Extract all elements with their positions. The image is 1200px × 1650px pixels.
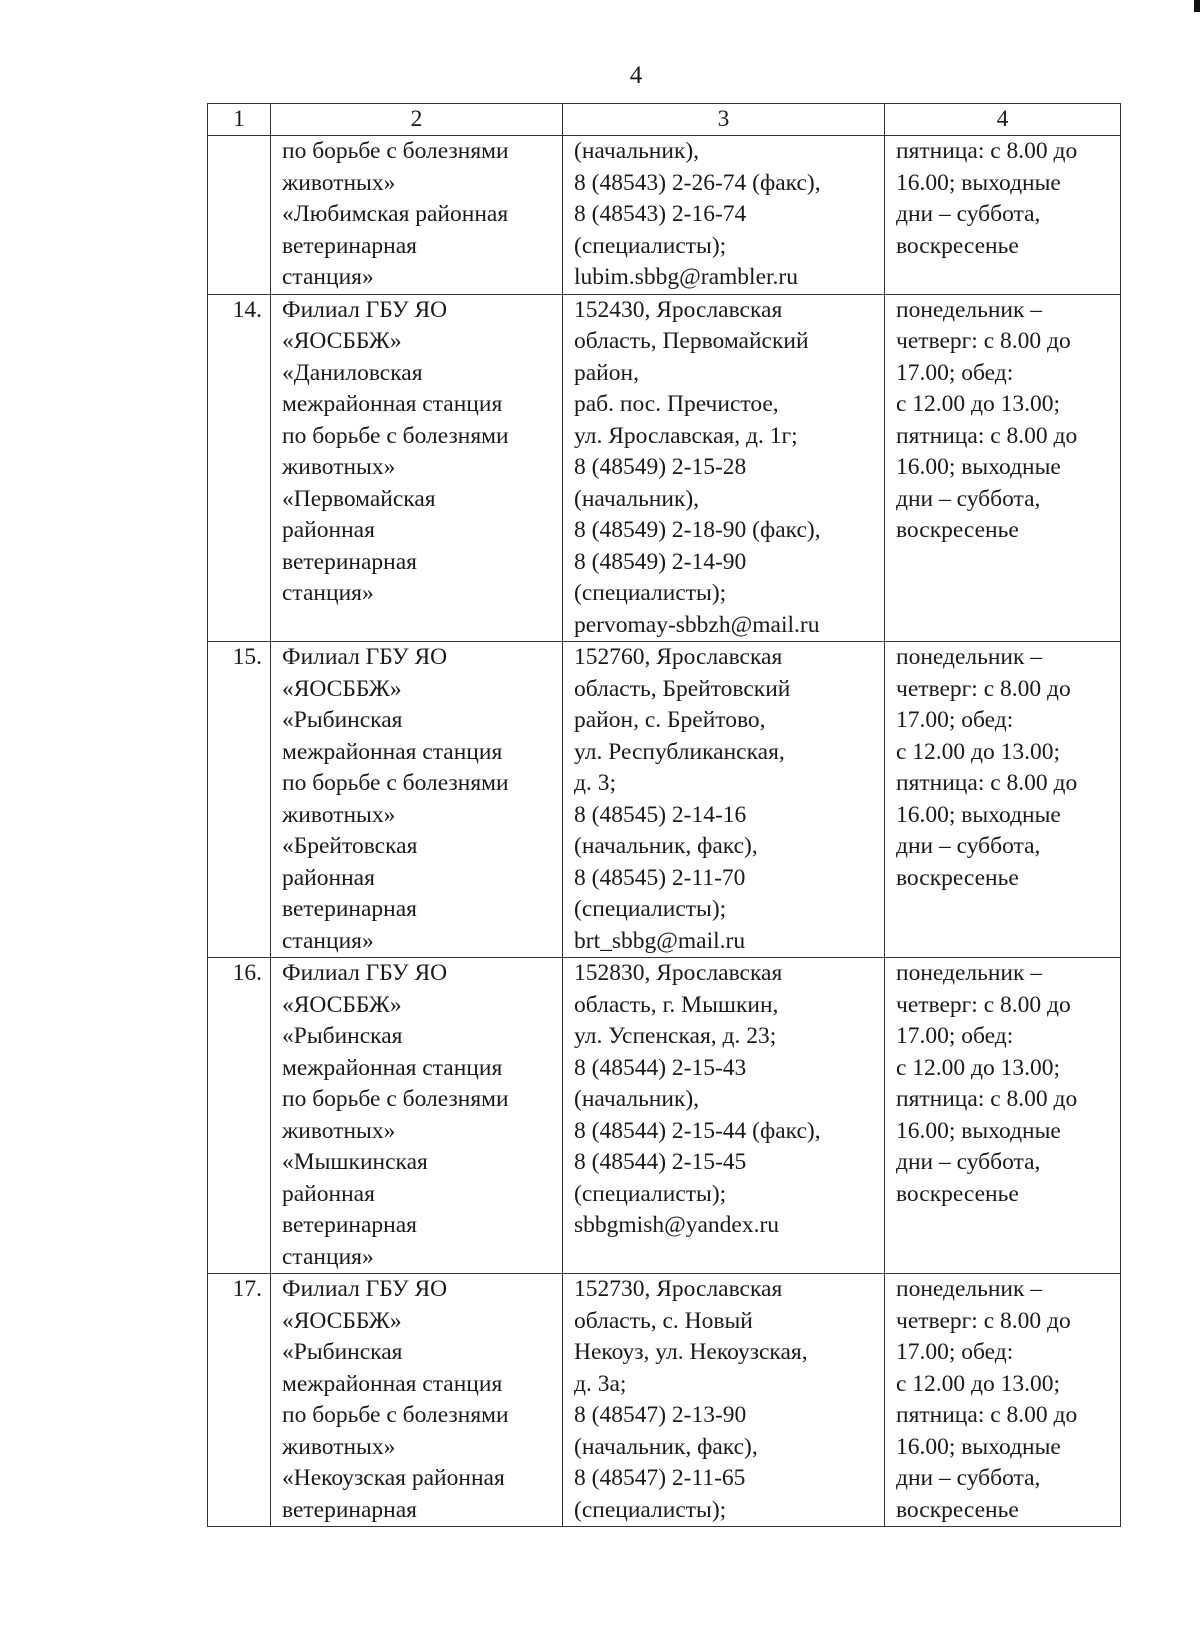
address-contacts-line: 8 (48545) 2-11-70 [574, 864, 746, 891]
address-contacts-line: 152730, Ярославская [574, 1276, 783, 1302]
address-contacts-line: 8 (48549) 2-15-28 [574, 454, 747, 480]
branch-name-line: межрайонная станция [282, 391, 503, 417]
working-hours-line: пятница: с 8.00 до [896, 1402, 1078, 1428]
address-contacts-line: brt_sbbg@mail.ru [574, 927, 746, 954]
row-number-cell: 14. [208, 294, 271, 642]
table-row [208, 642, 1121, 958]
working-hours-line: 16.00; выходные [896, 801, 1061, 828]
working-hours-line: с 12.00 до 13.00; [896, 1054, 1061, 1081]
address-contacts-line: lubim.sbbg@rambler.ru [574, 264, 798, 290]
branch-name-line: по борьбе с болезнями [282, 138, 509, 164]
address-contacts-line: 8 (48544) 2-15-45 [574, 1149, 747, 1175]
address-contacts-cell [563, 294, 885, 642]
branch-name-line: «Мышкинская [282, 1149, 428, 1175]
address-contacts-line: ул. Республиканская, [574, 738, 785, 765]
row-number-cell: 16. [208, 958, 271, 1274]
working-hours-line: пятница: с 8.00 до [896, 770, 1078, 796]
address-contacts-line: 8 (48543) 2-16-74 [574, 201, 747, 227]
scan-edge-mark [1194, 0, 1200, 12]
branch-name-line: ветеринарная [282, 1496, 417, 1523]
address-contacts-line: 152830, Ярославская [574, 960, 783, 986]
address-contacts-line: 8 (48549) 2-14-90 [574, 548, 747, 575]
branch-name-line: «ЯОСББЖ» [282, 1307, 402, 1334]
working-hours-line: 16.00; выходные [896, 1433, 1061, 1460]
branch-name-line: станция» [282, 927, 374, 954]
branch-name-line: «Рыбинская [282, 1339, 403, 1365]
address-contacts-line: район, [574, 359, 639, 386]
address-contacts-cell [563, 642, 885, 958]
branch-name-line: по борьбе с болезнями [282, 422, 509, 449]
working-hours-line: дни – суббота, [896, 1465, 1041, 1491]
address-contacts-line: область, Брейтовский [574, 675, 791, 702]
working-hours-line: пятница: с 8.00 до [896, 138, 1078, 164]
address-contacts-line: (начальник), [574, 138, 700, 164]
branch-name-line: станция» [282, 264, 374, 290]
working-hours-line: четверг: с 8.00 до [896, 675, 1071, 702]
branch-name-line: «ЯОСББЖ» [282, 675, 402, 702]
address-contacts-line: 8 (48549) 2-18-90 (факс), [574, 517, 821, 543]
branch-name-line: районная [282, 1180, 375, 1207]
branch-name-line: Филиал ГБУ ЯО [282, 644, 448, 670]
branch-name-line: ветеринарная [282, 548, 417, 575]
table-row [208, 294, 1121, 642]
working-hours-line: дни – суббота, [896, 201, 1041, 227]
branch-name-line: межрайонная станция [282, 738, 503, 765]
working-hours-line: 16.00; выходные [896, 169, 1061, 196]
row-number-cell: 15. [208, 642, 271, 958]
column-header: 3 [563, 104, 885, 136]
working-hours-line: понедельник – [896, 296, 1043, 323]
working-hours-line: понедельник – [896, 960, 1043, 986]
branch-name-line: животных» [282, 454, 396, 480]
address-contacts-line: 8 (48544) 2-15-44 (факс), [574, 1117, 821, 1144]
page-number: 4 [629, 62, 643, 89]
branch-name-line: «ЯОСББЖ» [282, 991, 402, 1018]
address-contacts-line: ул. Ярославская, д. 1г; [574, 422, 798, 449]
column-header: 2 [271, 104, 563, 136]
working-hours-cell [885, 294, 1121, 642]
address-contacts-line: раб. пос. Пречистое, [574, 391, 779, 417]
working-hours-cell [885, 958, 1121, 1274]
working-hours-line: 17.00; обед: [896, 1339, 1014, 1365]
branch-name-cell [271, 294, 563, 642]
branch-name-line: районная [282, 517, 375, 543]
table-row [208, 958, 1121, 1274]
working-hours-line: четверг: с 8.00 до [896, 328, 1071, 354]
branch-name-line: животных» [282, 801, 396, 828]
address-contacts-line: (специалисты); [574, 580, 727, 606]
working-hours-line: с 12.00 до 13.00; [896, 391, 1061, 417]
address-contacts-line: sbbgmish@yandex.ru [574, 1212, 780, 1238]
branch-name-line: животных» [282, 169, 396, 196]
working-hours-line: с 12.00 до 13.00; [896, 1370, 1061, 1397]
address-contacts-line: (специалисты); [574, 1180, 727, 1207]
working-hours-line: воскресенье [896, 232, 1019, 259]
working-hours-line: четверг: с 8.00 до [896, 1307, 1071, 1334]
branch-name-line: по борьбе с болезнями [282, 1402, 509, 1428]
address-contacts-cell [563, 958, 885, 1274]
working-hours-line: воскресенье [896, 517, 1019, 543]
column-header: 1 [208, 104, 271, 136]
branch-name-line: «Рыбинская [282, 707, 403, 733]
working-hours-line: 17.00; обед: [896, 359, 1014, 386]
branch-name-line: Филиал ГБУ ЯО [282, 296, 448, 323]
address-contacts-line: район, с. Брейтово, [574, 707, 766, 733]
working-hours-line: четверг: с 8.00 до [896, 991, 1071, 1018]
working-hours-line: воскресенье [896, 864, 1019, 891]
address-contacts-line: (специалисты); [574, 1496, 727, 1523]
branch-name-line: по борьбе с болезнями [282, 770, 509, 796]
address-contacts-line: область, г. Мышкин, [574, 991, 779, 1018]
address-contacts-line: Некоуз, ул. Некоузская, [574, 1339, 808, 1365]
branches-table [207, 103, 1121, 1527]
branch-name-line: районная [282, 864, 375, 891]
branch-name-line: «Брейтовская [282, 833, 418, 859]
branch-name-line: «Даниловская [282, 359, 423, 386]
branch-name-line: станция» [282, 1243, 374, 1270]
row-number-cell [208, 136, 271, 295]
row-number-cell: 17. [208, 1274, 271, 1527]
branch-name-cell [271, 642, 563, 958]
branch-name-line: по борьбе с болезнями [282, 1086, 509, 1112]
address-contacts-line: 8 (48545) 2-14-16 [574, 801, 747, 828]
table-row [208, 136, 1121, 295]
address-contacts-cell [563, 136, 885, 295]
branch-name-line: животных» [282, 1433, 396, 1460]
address-contacts-line: (начальник, факс), [574, 1433, 758, 1460]
address-contacts-line: pervomay-sbbzh@mail.ru [574, 611, 820, 638]
working-hours-line: воскресенье [896, 1496, 1019, 1523]
branch-name-line: «Некоузская районная [282, 1465, 505, 1491]
address-contacts-line: 8 (48547) 2-11-65 [574, 1465, 746, 1491]
branch-name-line: ветеринарная [282, 232, 417, 259]
working-hours-line: 16.00; выходные [896, 454, 1061, 480]
working-hours-line: понедельник – [896, 1276, 1043, 1302]
working-hours-line: 17.00; обед: [896, 707, 1014, 733]
branch-name-cell [271, 1274, 563, 1527]
table-header-row [208, 104, 1121, 136]
address-contacts-line: 152430, Ярославская [574, 296, 783, 323]
address-contacts-line: д. 3а; [574, 1370, 627, 1397]
working-hours-cell [885, 642, 1121, 958]
branch-name-line: ветеринарная [282, 1212, 417, 1238]
branch-name-line: «Любимская районная [282, 201, 509, 227]
address-contacts-line: область, с. Новый [574, 1307, 753, 1334]
branch-name-line: «Рыбинская [282, 1023, 403, 1049]
working-hours-line: дни – суббота, [896, 1149, 1041, 1175]
working-hours-line: понедельник – [896, 644, 1043, 670]
address-contacts-line: 8 (48544) 2-15-43 [574, 1054, 747, 1081]
working-hours-line: пятница: с 8.00 до [896, 422, 1078, 449]
branch-name-line: животных» [282, 1117, 396, 1144]
branch-name-line: «ЯОСББЖ» [282, 328, 402, 354]
table-row [208, 1274, 1121, 1527]
address-contacts-line: 8 (48543) 2-26-74 (факс), [574, 169, 821, 196]
working-hours-line: 17.00; обед: [896, 1023, 1014, 1049]
working-hours-line: дни – суббота, [896, 833, 1041, 859]
branch-name-line: Филиал ГБУ ЯО [282, 960, 448, 986]
table-body [208, 136, 1121, 1527]
branch-name-line: «Первомайская [282, 485, 436, 512]
address-contacts-line: (начальник), [574, 485, 700, 512]
address-contacts-line: область, Первомайский [574, 328, 809, 354]
address-contacts-cell [563, 1274, 885, 1527]
working-hours-line: воскресенье [896, 1180, 1019, 1207]
working-hours-cell [885, 136, 1121, 295]
branch-name-line: межрайонная станция [282, 1054, 503, 1081]
working-hours-cell [885, 1274, 1121, 1527]
address-contacts-line: ул. Успенская, д. 23; [574, 1023, 777, 1049]
column-header: 4 [885, 104, 1121, 136]
branch-name-cell [271, 136, 563, 295]
branch-name-line: станция» [282, 580, 374, 606]
address-contacts-line: д. 3; [574, 770, 616, 796]
branch-name-line: межрайонная станция [282, 1370, 503, 1397]
address-contacts-line: 152760, Ярославская [574, 644, 783, 670]
branch-name-line: Филиал ГБУ ЯО [282, 1276, 448, 1302]
address-contacts-line: 8 (48547) 2-13-90 [574, 1402, 747, 1428]
address-contacts-line: (начальник, факс), [574, 833, 758, 859]
working-hours-line: дни – суббота, [896, 485, 1041, 512]
address-contacts-line: (специалисты); [574, 896, 727, 922]
branch-name-line: ветеринарная [282, 896, 417, 922]
working-hours-line: с 12.00 до 13.00; [896, 738, 1061, 765]
address-contacts-line: (специалисты); [574, 232, 727, 259]
working-hours-line: 16.00; выходные [896, 1117, 1061, 1144]
branch-name-cell [271, 958, 563, 1274]
working-hours-line: пятница: с 8.00 до [896, 1086, 1078, 1112]
address-contacts-line: (начальник), [574, 1086, 700, 1112]
